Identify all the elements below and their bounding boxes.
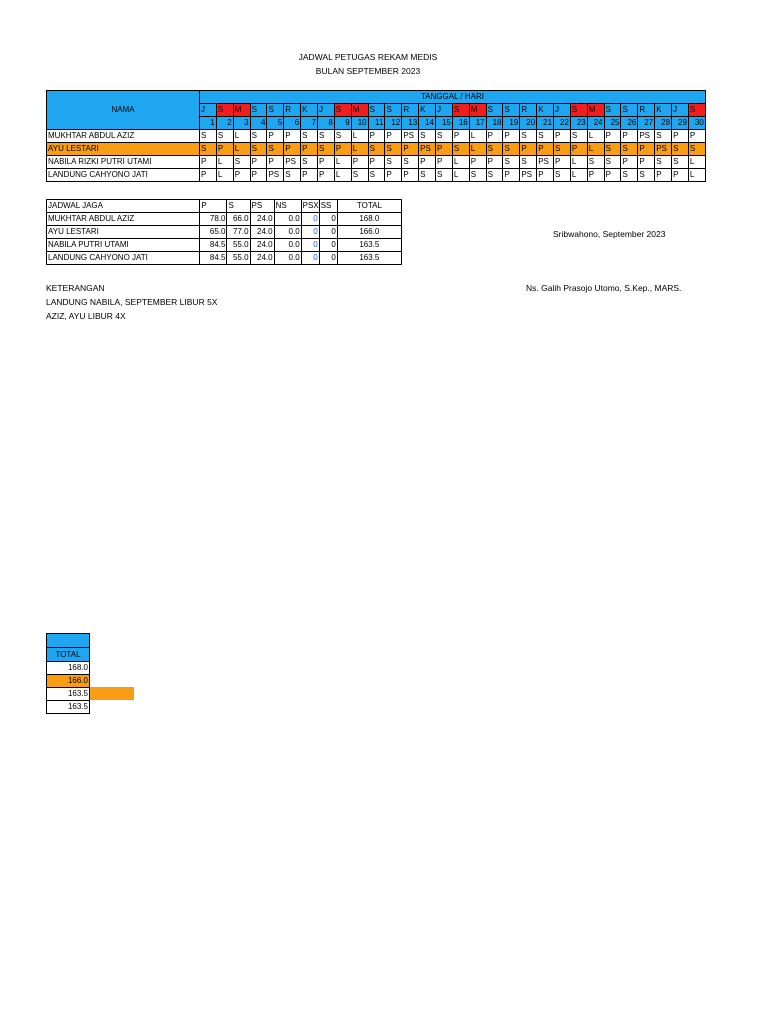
notes-heading: KETERANGAN <box>46 283 105 293</box>
shift-cell: P <box>250 169 267 182</box>
day-label: M <box>351 104 368 117</box>
summary-ps: 24.0 <box>250 239 274 252</box>
date-number: 10 <box>351 117 368 130</box>
shift-cell: PS <box>638 130 655 143</box>
shift-cell: P <box>486 130 503 143</box>
summary-header: SS <box>319 200 337 213</box>
day-label: R <box>284 104 301 117</box>
shift-cell: L <box>570 156 587 169</box>
shift-cell: S <box>318 130 335 143</box>
day-label: M <box>587 104 604 117</box>
date-number: 5 <box>267 117 284 130</box>
shift-cell: P <box>284 143 301 156</box>
shift-cell: L <box>469 143 486 156</box>
shift-cell: S <box>672 143 689 156</box>
date-header: TANGGAL / HARI <box>200 91 706 104</box>
shift-cell: P <box>334 143 351 156</box>
shift-cell: P <box>318 169 335 182</box>
shift-cell: S <box>250 143 267 156</box>
totals-header: TOTAL <box>47 648 90 662</box>
shift-cell: L <box>334 169 351 182</box>
date-number: 19 <box>503 117 520 130</box>
page-title: JADWAL PETUGAS REKAM MEDIS <box>298 52 438 62</box>
shift-cell: S <box>503 156 520 169</box>
shift-cell: S <box>604 143 621 156</box>
shift-cell: P <box>216 143 233 156</box>
shift-cell: S <box>688 143 705 156</box>
shift-cell: S <box>638 169 655 182</box>
summary-psx: 0 <box>301 252 319 265</box>
summary-psx: 0 <box>301 239 319 252</box>
shift-cell: P <box>368 156 385 169</box>
day-label: S <box>267 104 284 117</box>
shift-cell: P <box>284 130 301 143</box>
shift-cell: P <box>621 130 638 143</box>
shift-cell: P <box>385 169 402 182</box>
summary-s: 66.0 <box>227 213 250 226</box>
shift-cell: PS <box>284 156 301 169</box>
summary-total: 166.0 <box>337 226 401 239</box>
shift-cell: S <box>385 143 402 156</box>
day-label: J <box>200 104 217 117</box>
signature-place-date: Sribwahono, September 2023 <box>553 229 666 239</box>
shift-cell: L <box>216 169 233 182</box>
shift-cell: L <box>469 130 486 143</box>
shift-cell: P <box>638 156 655 169</box>
summary-row <box>47 252 402 265</box>
schedule-row <box>47 169 706 182</box>
shift-cell: P <box>351 156 368 169</box>
day-label: M <box>233 104 250 117</box>
day-label: S <box>621 104 638 117</box>
shift-cell: P <box>604 169 621 182</box>
date-number: 25 <box>604 117 621 130</box>
shift-cell: L <box>587 143 604 156</box>
shift-cell: S <box>385 156 402 169</box>
day-label: S <box>452 104 469 117</box>
shift-cell: P <box>486 156 503 169</box>
totals-table <box>46 633 90 714</box>
shift-cell: S <box>554 169 571 182</box>
day-label: R <box>520 104 537 117</box>
summary-psx: 0 <box>301 226 319 239</box>
shift-cell: S <box>469 169 486 182</box>
schedule-row <box>47 130 706 143</box>
summary-header: NS <box>274 200 301 213</box>
summary-ps: 24.0 <box>250 252 274 265</box>
shift-cell: S <box>486 169 503 182</box>
shift-cell: S <box>250 130 267 143</box>
date-number: 20 <box>520 117 537 130</box>
shift-cell: S <box>520 130 537 143</box>
shift-cell: S <box>452 143 469 156</box>
day-label: S <box>368 104 385 117</box>
summary-row <box>47 239 402 252</box>
schedule-row <box>47 143 706 156</box>
shift-cell: S <box>503 143 520 156</box>
summary-ns: 0.0 <box>274 213 301 226</box>
schedule-row <box>47 156 706 169</box>
shift-cell: P <box>537 169 554 182</box>
summary-header: JADWAL JAGA <box>47 200 200 213</box>
summary-ss: 0 <box>319 252 337 265</box>
shift-cell: L <box>688 169 705 182</box>
date-number: 15 <box>436 117 453 130</box>
summary-ps: 24.0 <box>250 213 274 226</box>
date-number: 30 <box>688 117 705 130</box>
date-number: 27 <box>638 117 655 130</box>
summary-ss: 0 <box>319 239 337 252</box>
shift-cell: L <box>452 169 469 182</box>
shift-cell: S <box>537 130 554 143</box>
shift-cell: P <box>554 130 571 143</box>
employee-name: MUKHTAR ABDUL AZIZ <box>47 130 200 143</box>
day-label: R <box>638 104 655 117</box>
total-value: 163.5 <box>47 701 90 714</box>
employee-name: LANDUNG CAHYONO JATI <box>47 169 200 182</box>
shift-cell: S <box>655 156 672 169</box>
shift-cell: P <box>621 156 638 169</box>
day-label: S <box>486 104 503 117</box>
date-number: 6 <box>284 117 301 130</box>
shift-cell: S <box>368 143 385 156</box>
shift-cell: S <box>621 143 638 156</box>
day-label: J <box>672 104 689 117</box>
totals-header-fill <box>47 634 90 648</box>
shift-cell: P <box>688 130 705 143</box>
shift-cell: PS <box>537 156 554 169</box>
date-number: 14 <box>419 117 436 130</box>
shift-cell: L <box>570 169 587 182</box>
day-label: R <box>402 104 419 117</box>
day-label: K <box>301 104 318 117</box>
summary-p: 65.0 <box>200 226 227 239</box>
shift-cell: S <box>402 156 419 169</box>
shift-cell: PS <box>267 169 284 182</box>
day-label: S <box>334 104 351 117</box>
name-header: NAMA <box>47 91 200 130</box>
summary-row <box>47 226 402 239</box>
day-label: S <box>385 104 402 117</box>
day-label: S <box>503 104 520 117</box>
employee-name: AYU LESTARI <box>47 143 200 156</box>
shift-cell: S <box>419 130 436 143</box>
date-number: 9 <box>334 117 351 130</box>
summary-header: TOTAL <box>337 200 401 213</box>
shift-cell: P <box>419 156 436 169</box>
summary-p: 78.0 <box>200 213 227 226</box>
shift-cell: S <box>284 169 301 182</box>
day-label: S <box>250 104 267 117</box>
shift-cell: S <box>216 130 233 143</box>
date-number: 3 <box>233 117 250 130</box>
shift-cell: S <box>587 156 604 169</box>
shift-cell: S <box>554 143 571 156</box>
shift-cell: P <box>638 143 655 156</box>
shift-cell: P <box>385 130 402 143</box>
shift-cell: P <box>318 156 335 169</box>
shift-cell: PS <box>402 130 419 143</box>
shift-cell: P <box>520 143 537 156</box>
shift-cell: P <box>672 130 689 143</box>
shift-cell: PS <box>655 143 672 156</box>
shift-cell: P <box>570 143 587 156</box>
shift-cell: P <box>436 156 453 169</box>
shift-cell: P <box>452 130 469 143</box>
shift-cell: L <box>233 143 250 156</box>
shift-cell: L <box>334 156 351 169</box>
total-value: 168.0 <box>47 662 90 675</box>
summary-ns: 0.0 <box>274 239 301 252</box>
summary-name: LANDUNG CAHYONO JATI <box>47 252 200 265</box>
day-label: K <box>655 104 672 117</box>
summary-header: PS <box>250 200 274 213</box>
date-number: 17 <box>469 117 486 130</box>
date-number: 22 <box>554 117 571 130</box>
total-value: 163.5 <box>47 688 90 701</box>
shift-cell: P <box>503 130 520 143</box>
shift-cell: P <box>200 169 217 182</box>
shift-cell: L <box>216 156 233 169</box>
day-label: S <box>688 104 705 117</box>
shift-cell: P <box>402 143 419 156</box>
shift-cell: L <box>452 156 469 169</box>
day-label: S <box>570 104 587 117</box>
summary-s: 55.0 <box>227 252 250 265</box>
highlight-bar <box>90 687 134 700</box>
page-subtitle: BULAN SEPTEMBER 2023 <box>315 66 421 76</box>
date-number: 11 <box>368 117 385 130</box>
shift-cell: S <box>334 130 351 143</box>
shift-cell: S <box>368 169 385 182</box>
summary-total: 163.5 <box>337 239 401 252</box>
shift-cell: PS <box>520 169 537 182</box>
date-number: 13 <box>402 117 419 130</box>
summary-table <box>46 199 402 265</box>
shift-cell: S <box>351 169 368 182</box>
date-number: 2 <box>216 117 233 130</box>
summary-psx: 0 <box>301 213 319 226</box>
summary-ss: 0 <box>319 226 337 239</box>
summary-total: 163.5 <box>337 252 401 265</box>
shift-cell: L <box>587 130 604 143</box>
shift-cell: P <box>402 169 419 182</box>
shift-cell: P <box>604 130 621 143</box>
day-label: S <box>216 104 233 117</box>
day-label: K <box>419 104 436 117</box>
shift-cell: P <box>250 156 267 169</box>
employee-name: NABILA RIZKI PUTRI UTAMI <box>47 156 200 169</box>
shift-cell: P <box>554 156 571 169</box>
shift-cell: P <box>587 169 604 182</box>
date-number: 8 <box>318 117 335 130</box>
date-number: 4 <box>250 117 267 130</box>
day-label: J <box>436 104 453 117</box>
shift-cell: P <box>672 169 689 182</box>
shift-cell: S <box>655 130 672 143</box>
shift-cell: P <box>503 169 520 182</box>
shift-cell: S <box>604 156 621 169</box>
shift-cell: P <box>267 130 284 143</box>
date-number: 7 <box>301 117 318 130</box>
shift-cell: S <box>436 169 453 182</box>
shift-cell: L <box>351 130 368 143</box>
summary-name: NABILA PUTRI UTAMI <box>47 239 200 252</box>
schedule-table <box>46 90 706 182</box>
shift-cell: P <box>537 143 554 156</box>
summary-p: 84.5 <box>200 239 227 252</box>
shift-cell: P <box>655 169 672 182</box>
shift-cell: S <box>419 169 436 182</box>
shift-cell: PS <box>419 143 436 156</box>
shift-cell: S <box>267 143 284 156</box>
shift-cell: L <box>233 130 250 143</box>
shift-cell: S <box>200 130 217 143</box>
shift-cell: S <box>520 156 537 169</box>
summary-header: P <box>200 200 227 213</box>
shift-cell: S <box>570 130 587 143</box>
shift-cell: P <box>200 156 217 169</box>
shift-cell: S <box>436 130 453 143</box>
date-number: 29 <box>672 117 689 130</box>
summary-header: S <box>227 200 250 213</box>
signature-name: Ns. Galih Prasojo Utomo, S.Kep., MARS. <box>526 283 682 293</box>
shift-cell: S <box>486 143 503 156</box>
summary-name: AYU LESTARI <box>47 226 200 239</box>
day-label: S <box>604 104 621 117</box>
day-label: K <box>537 104 554 117</box>
date-number: 23 <box>570 117 587 130</box>
summary-total: 168.0 <box>337 213 401 226</box>
summary-ns: 0.0 <box>274 252 301 265</box>
day-label: J <box>318 104 335 117</box>
summary-s: 77.0 <box>227 226 250 239</box>
shift-cell: S <box>672 156 689 169</box>
day-label: J <box>554 104 571 117</box>
summary-ns: 0.0 <box>274 226 301 239</box>
summary-ps: 24.0 <box>250 226 274 239</box>
total-value: 166.0 <box>47 675 90 688</box>
shift-cell: S <box>301 156 318 169</box>
shift-cell: S <box>233 156 250 169</box>
date-number: 26 <box>621 117 638 130</box>
shift-cell: P <box>233 169 250 182</box>
shift-cell: S <box>621 169 638 182</box>
date-number: 12 <box>385 117 402 130</box>
shift-cell: S <box>301 130 318 143</box>
date-number: 21 <box>537 117 554 130</box>
shift-cell: P <box>301 169 318 182</box>
shift-cell: P <box>368 130 385 143</box>
summary-ss: 0 <box>319 213 337 226</box>
shift-cell: P <box>469 156 486 169</box>
notes-line-1: LANDUNG NABILA, SEPTEMBER LIBUR 5X <box>46 297 218 307</box>
notes-line-2: AZIZ, AYU LIBUR 4X <box>46 311 126 321</box>
shift-cell: S <box>200 143 217 156</box>
date-number: 24 <box>587 117 604 130</box>
date-number: 1 <box>200 117 217 130</box>
shift-cell: L <box>688 156 705 169</box>
day-label: M <box>469 104 486 117</box>
shift-cell: P <box>267 156 284 169</box>
shift-cell: L <box>351 143 368 156</box>
date-number: 28 <box>655 117 672 130</box>
shift-cell: S <box>318 143 335 156</box>
shift-cell: P <box>301 143 318 156</box>
date-number: 16 <box>452 117 469 130</box>
summary-name: MUKHTAR ABDUL AZIZ <box>47 213 200 226</box>
summary-p: 84.5 <box>200 252 227 265</box>
summary-header: PSX <box>301 200 319 213</box>
summary-s: 55.0 <box>227 239 250 252</box>
summary-row <box>47 213 402 226</box>
shift-cell: P <box>436 143 453 156</box>
date-number: 18 <box>486 117 503 130</box>
